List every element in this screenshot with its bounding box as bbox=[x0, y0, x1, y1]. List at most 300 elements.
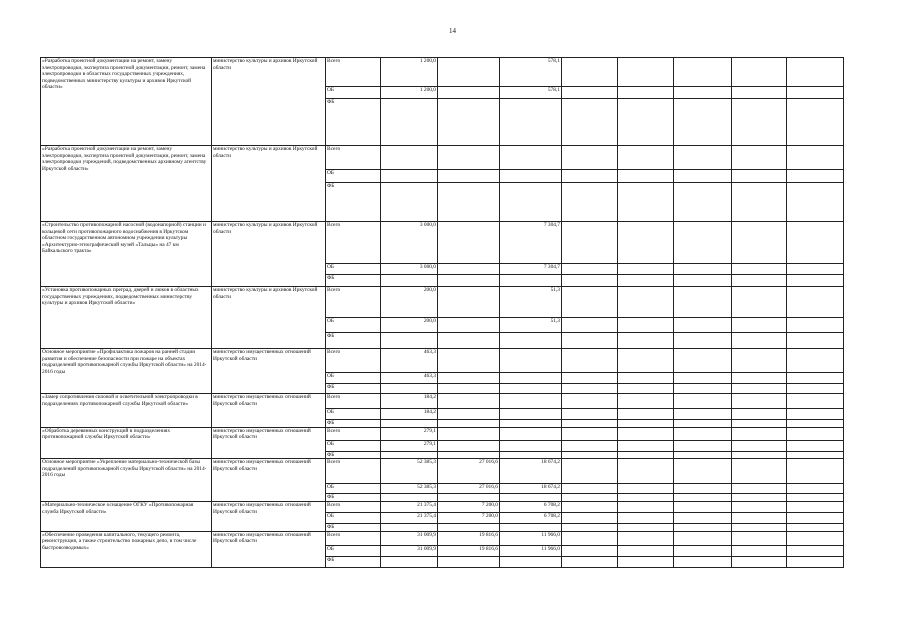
empty-cell bbox=[787, 513, 844, 524]
table-row bbox=[41, 349, 844, 373]
empty-cell bbox=[674, 384, 732, 394]
empty-cell bbox=[787, 264, 844, 275]
empty-cell bbox=[787, 384, 844, 394]
empty-cell bbox=[674, 183, 732, 222]
empty-cell bbox=[674, 513, 732, 524]
empty-cell bbox=[618, 58, 674, 87]
empty-cell bbox=[787, 87, 844, 99]
amount-cell-3 bbox=[500, 420, 562, 428]
empty-cell bbox=[732, 87, 787, 99]
amount-cell-3 bbox=[500, 384, 562, 394]
empty-cell bbox=[787, 394, 844, 409]
empty-cell bbox=[562, 349, 618, 373]
amount-cell-1 bbox=[381, 99, 438, 146]
empty-cell bbox=[787, 318, 844, 333]
empty-cell bbox=[618, 333, 674, 349]
amount-cell-2: 27 016,6 bbox=[438, 459, 500, 484]
funding-source: ФБ bbox=[326, 420, 381, 428]
empty-cell bbox=[562, 451, 618, 459]
amount-cell-2 bbox=[438, 384, 500, 394]
empty-cell bbox=[562, 459, 618, 484]
empty-cell bbox=[562, 183, 618, 222]
empty-cell bbox=[674, 484, 732, 494]
empty-cell bbox=[562, 420, 618, 428]
empty-cell bbox=[732, 349, 787, 373]
amount-cell-1: 31 009,9 bbox=[381, 545, 438, 556]
funding-source: ФБ bbox=[326, 384, 381, 394]
empty-cell bbox=[732, 287, 787, 318]
empty-cell bbox=[732, 222, 787, 264]
empty-cell bbox=[674, 420, 732, 428]
empty-cell bbox=[787, 524, 844, 532]
empty-cell bbox=[787, 170, 844, 183]
amount-cell-3 bbox=[500, 494, 562, 502]
amount-cell-2 bbox=[438, 373, 500, 384]
amount-cell-1 bbox=[381, 170, 438, 183]
empty-cell bbox=[787, 146, 844, 170]
empty-cell bbox=[787, 427, 844, 440]
table-row bbox=[41, 287, 844, 318]
table-row bbox=[41, 427, 844, 440]
funding-source: Всего bbox=[326, 427, 381, 440]
empty-cell bbox=[787, 545, 844, 556]
empty-cell bbox=[787, 484, 844, 494]
funding-source: Всего bbox=[326, 287, 381, 318]
empty-cell bbox=[732, 420, 787, 428]
empty-cell bbox=[618, 87, 674, 99]
empty-cell bbox=[732, 99, 787, 146]
amount-cell-3 bbox=[500, 409, 562, 420]
empty-cell bbox=[674, 264, 732, 275]
empty-cell bbox=[618, 556, 674, 567]
empty-cell bbox=[618, 394, 674, 409]
empty-cell bbox=[732, 494, 787, 502]
empty-cell bbox=[787, 349, 844, 373]
funding-source: ФБ bbox=[326, 494, 381, 502]
table-row bbox=[41, 459, 844, 484]
empty-cell bbox=[732, 275, 787, 287]
empty-cell bbox=[732, 545, 787, 556]
empty-cell bbox=[732, 440, 787, 451]
table-row bbox=[41, 394, 844, 409]
amount-cell-1: 200,0 bbox=[381, 318, 438, 333]
funding-source: ФБ bbox=[326, 556, 381, 567]
empty-cell bbox=[732, 318, 787, 333]
responsible-executor: министерство имущественных отношений Иркутской области bbox=[212, 502, 326, 532]
empty-cell bbox=[674, 349, 732, 373]
empty-cell bbox=[618, 349, 674, 373]
responsible-executor: министерство культуры и архивов Иркутской области bbox=[212, 146, 326, 222]
empty-cell bbox=[618, 420, 674, 428]
amount-cell-3 bbox=[500, 427, 562, 440]
amount-cell-1 bbox=[381, 275, 438, 287]
empty-cell bbox=[787, 502, 844, 513]
empty-cell bbox=[562, 87, 618, 99]
empty-cell bbox=[674, 409, 732, 420]
funding-source: Всего bbox=[326, 146, 381, 170]
measure-name: «Разработка проектной документации на ремонт, замену электропроводки, экспертиза проектной документации, ремонт, замена электропроводки учреждений, подведомственных архивному агентству Иркутской области» bbox=[41, 146, 212, 222]
empty-cell bbox=[562, 440, 618, 451]
funding-source: ФБ bbox=[326, 451, 381, 459]
empty-cell bbox=[787, 451, 844, 459]
empty-cell bbox=[674, 275, 732, 287]
funding-source: Всего bbox=[326, 459, 381, 484]
amount-cell-1 bbox=[381, 146, 438, 170]
amount-cell-2 bbox=[438, 556, 500, 567]
empty-cell bbox=[732, 264, 787, 275]
empty-cell bbox=[618, 459, 674, 484]
empty-cell bbox=[674, 440, 732, 451]
measure-name: «Установка противопожарных преград, дверей и люков в областных государственных учреждениях, подведомственных министерству культуры и архивов Иркутской области» bbox=[41, 287, 212, 349]
amount-cell-3: 11 966,0 bbox=[500, 531, 562, 545]
amount-cell-3 bbox=[500, 99, 562, 146]
funding-source: Всего bbox=[326, 394, 381, 409]
empty-cell bbox=[562, 333, 618, 349]
empty-cell bbox=[562, 58, 618, 87]
amount-cell-2 bbox=[438, 440, 500, 451]
amount-cell-3: 18 674,2 bbox=[500, 459, 562, 484]
amount-cell-2 bbox=[438, 170, 500, 183]
amount-cell-1: 52 385,3 bbox=[381, 484, 438, 494]
responsible-executor: министерство имущественных отношений Иркутской области bbox=[212, 531, 326, 567]
empty-cell bbox=[674, 556, 732, 567]
empty-cell bbox=[618, 531, 674, 545]
table-row bbox=[41, 58, 844, 87]
empty-cell bbox=[562, 287, 618, 318]
amount-cell-1: 21 375,4 bbox=[381, 513, 438, 524]
budget-table bbox=[40, 57, 844, 568]
amount-cell-2: 27 016,6 bbox=[438, 484, 500, 494]
amount-cell-2 bbox=[438, 275, 500, 287]
empty-cell bbox=[562, 146, 618, 170]
amount-cell-2 bbox=[438, 349, 500, 373]
empty-cell bbox=[674, 318, 732, 333]
funding-source: Всего bbox=[326, 58, 381, 87]
empty-cell bbox=[732, 459, 787, 484]
responsible-executor: министерство культуры и архивов Иркутской области bbox=[212, 58, 326, 146]
amount-cell-2 bbox=[438, 451, 500, 459]
amount-cell-1: 21 375,4 bbox=[381, 502, 438, 513]
amount-cell-3 bbox=[500, 275, 562, 287]
amount-cell-2 bbox=[438, 183, 500, 222]
funding-source: ОБ bbox=[326, 264, 381, 275]
empty-cell bbox=[732, 373, 787, 384]
empty-cell bbox=[674, 373, 732, 384]
empty-cell bbox=[674, 502, 732, 513]
amount-cell-2 bbox=[438, 494, 500, 502]
empty-cell bbox=[732, 531, 787, 545]
empty-cell bbox=[618, 99, 674, 146]
funding-source: ОБ bbox=[326, 545, 381, 556]
amount-cell-1: 184,2 bbox=[381, 409, 438, 420]
empty-cell bbox=[732, 502, 787, 513]
empty-cell bbox=[618, 502, 674, 513]
responsible-executor: министерство имущественных отношений Иркутской области bbox=[212, 349, 326, 394]
empty-cell bbox=[562, 394, 618, 409]
responsible-executor: министерство культуры и архивов Иркутской области bbox=[212, 222, 326, 287]
table-row bbox=[41, 222, 844, 264]
funding-source: ОБ bbox=[326, 409, 381, 420]
amount-cell-3: 6 708,2 bbox=[500, 502, 562, 513]
amount-cell-3 bbox=[500, 333, 562, 349]
amount-cell-1 bbox=[381, 183, 438, 222]
empty-cell bbox=[618, 318, 674, 333]
amount-cell-1: 3 000,0 bbox=[381, 222, 438, 264]
amount-cell-3: 7 304,7 bbox=[500, 222, 562, 264]
amount-cell-1 bbox=[381, 384, 438, 394]
amount-cell-3: 11 966,0 bbox=[500, 545, 562, 556]
empty-cell bbox=[674, 545, 732, 556]
amount-cell-3 bbox=[500, 451, 562, 459]
empty-cell bbox=[787, 440, 844, 451]
empty-cell bbox=[562, 502, 618, 513]
empty-cell bbox=[674, 427, 732, 440]
amount-cell-2 bbox=[438, 524, 500, 532]
empty-cell bbox=[732, 146, 787, 170]
empty-cell bbox=[562, 99, 618, 146]
amount-cell-3: 51,3 bbox=[500, 287, 562, 318]
empty-cell bbox=[618, 484, 674, 494]
funding-source: Всего bbox=[326, 349, 381, 373]
empty-cell bbox=[732, 333, 787, 349]
measure-name: «Замер сопротивления силовой и осветительной электропроводки в подразделениях противопожарной службы Иркутской области» bbox=[41, 394, 212, 428]
empty-cell bbox=[674, 58, 732, 87]
empty-cell bbox=[562, 264, 618, 275]
responsible-executor: министерство имущественных отношений Иркутской области bbox=[212, 394, 326, 428]
empty-cell bbox=[732, 183, 787, 222]
amount-cell-3 bbox=[500, 373, 562, 384]
funding-source: Всего bbox=[326, 531, 381, 545]
empty-cell bbox=[562, 494, 618, 502]
measure-name: «Обеспечение проведения капитального, текущего ремонта, реконструкция, а также строительство пожарных депо, в том числе быстровозводимых» bbox=[41, 531, 212, 567]
funding-source: ОБ bbox=[326, 513, 381, 524]
empty-cell bbox=[618, 524, 674, 532]
empty-cell bbox=[732, 384, 787, 394]
funding-source: ФБ bbox=[326, 183, 381, 222]
amount-cell-3 bbox=[500, 170, 562, 183]
amount-cell-3 bbox=[500, 349, 562, 373]
empty-cell bbox=[787, 99, 844, 146]
measure-name: «Материально-техническое оснащение ОГКУ «Противопожарная служба Иркутской области» bbox=[41, 502, 212, 532]
empty-cell bbox=[618, 170, 674, 183]
empty-cell bbox=[618, 494, 674, 502]
amount-cell-2 bbox=[438, 420, 500, 428]
empty-cell bbox=[618, 373, 674, 384]
funding-source: ОБ bbox=[326, 440, 381, 451]
amount-cell-3: 51,3 bbox=[500, 318, 562, 333]
empty-cell bbox=[787, 222, 844, 264]
responsible-executor: министерство имущественных отношений Иркутской области bbox=[212, 459, 326, 502]
amount-cell-2 bbox=[438, 87, 500, 99]
amount-cell-2 bbox=[438, 146, 500, 170]
amount-cell-1: 463,3 bbox=[381, 373, 438, 384]
empty-cell bbox=[618, 287, 674, 318]
responsible-executor: министерство имущественных отношений Иркутской области bbox=[212, 427, 326, 459]
measure-name: «Разработка проектной документации на ремонт, замену электропроводки, экспертиза проектной документации, ремонт, замена электропроводки в областных государственных учреждениях, подведомственных министерству культуры и архивов Иркутской области» bbox=[41, 58, 212, 146]
empty-cell bbox=[618, 183, 674, 222]
empty-cell bbox=[618, 409, 674, 420]
amount-cell-2 bbox=[438, 58, 500, 87]
amount-cell-1 bbox=[381, 556, 438, 567]
funding-source: ОБ bbox=[326, 170, 381, 183]
amount-cell-3: 18 674,2 bbox=[500, 484, 562, 494]
amount-cell-1: 3 000,0 bbox=[381, 264, 438, 275]
empty-cell bbox=[674, 494, 732, 502]
empty-cell bbox=[674, 287, 732, 318]
empty-cell bbox=[562, 373, 618, 384]
empty-cell bbox=[618, 451, 674, 459]
measure-name: «Обработка деревянных конструкций в подразделениях противопожарной службы Иркутской области» bbox=[41, 427, 212, 459]
table-body bbox=[41, 58, 844, 568]
amount-cell-2 bbox=[438, 287, 500, 318]
empty-cell bbox=[674, 451, 732, 459]
amount-cell-2 bbox=[438, 222, 500, 264]
empty-cell bbox=[562, 484, 618, 494]
amount-cell-2: 19 816,6 bbox=[438, 531, 500, 545]
empty-cell bbox=[674, 459, 732, 484]
responsible-executor: министерство культуры и архивов Иркутской области bbox=[212, 287, 326, 349]
funding-source: Всего bbox=[326, 502, 381, 513]
empty-cell bbox=[787, 556, 844, 567]
funding-source: ФБ bbox=[326, 99, 381, 146]
page-number: 14 bbox=[449, 27, 456, 35]
empty-cell bbox=[674, 146, 732, 170]
amount-cell-2 bbox=[438, 427, 500, 440]
empty-cell bbox=[562, 545, 618, 556]
funding-source: ФБ bbox=[326, 333, 381, 349]
empty-cell bbox=[787, 333, 844, 349]
empty-cell bbox=[562, 427, 618, 440]
empty-cell bbox=[618, 264, 674, 275]
empty-cell bbox=[732, 427, 787, 440]
amount-cell-1: 31 009,9 bbox=[381, 531, 438, 545]
empty-cell bbox=[674, 99, 732, 146]
empty-cell bbox=[787, 275, 844, 287]
empty-cell bbox=[674, 394, 732, 409]
amount-cell-1: 200,0 bbox=[381, 287, 438, 318]
empty-cell bbox=[674, 531, 732, 545]
empty-cell bbox=[732, 170, 787, 183]
empty-cell bbox=[674, 524, 732, 532]
funding-source: Всего bbox=[326, 222, 381, 264]
amount-cell-3: 7 304,7 bbox=[500, 264, 562, 275]
empty-cell bbox=[787, 287, 844, 318]
amount-cell-1: 1 200,0 bbox=[381, 58, 438, 87]
empty-cell bbox=[732, 524, 787, 532]
funding-source: ФБ bbox=[326, 275, 381, 287]
empty-cell bbox=[674, 87, 732, 99]
empty-cell bbox=[562, 275, 618, 287]
empty-cell bbox=[674, 170, 732, 183]
table-row bbox=[41, 502, 844, 513]
table-row bbox=[41, 146, 844, 170]
table-row bbox=[41, 531, 844, 545]
empty-cell bbox=[618, 275, 674, 287]
amount-cell-1 bbox=[381, 451, 438, 459]
funding-source: ФБ bbox=[326, 524, 381, 532]
amount-cell-2: 19 816,6 bbox=[438, 545, 500, 556]
amount-cell-3 bbox=[500, 556, 562, 567]
amount-cell-2 bbox=[438, 409, 500, 420]
empty-cell bbox=[618, 222, 674, 264]
amount-cell-3 bbox=[500, 146, 562, 170]
amount-cell-1: 279,1 bbox=[381, 440, 438, 451]
empty-cell bbox=[562, 531, 618, 545]
empty-cell bbox=[618, 513, 674, 524]
empty-cell bbox=[562, 318, 618, 333]
empty-cell bbox=[787, 494, 844, 502]
empty-cell bbox=[787, 531, 844, 545]
amount-cell-1: 279,1 bbox=[381, 427, 438, 440]
empty-cell bbox=[618, 146, 674, 170]
measure-name: Основное мероприятие «Укрепление материально-технической базы подразделений противопожарной службы Иркутской области» на 2014-2016 годы bbox=[41, 459, 212, 502]
amount-cell-3: 6 708,2 bbox=[500, 513, 562, 524]
amount-cell-3 bbox=[500, 394, 562, 409]
empty-cell bbox=[618, 440, 674, 451]
empty-cell bbox=[732, 58, 787, 87]
amount-cell-3 bbox=[500, 524, 562, 532]
amount-cell-2 bbox=[438, 333, 500, 349]
empty-cell bbox=[562, 556, 618, 567]
empty-cell bbox=[562, 524, 618, 532]
measure-name: Основное мероприятие «Профилактика пожаров на ранней стадии развития и обеспечение безопасности при пожаре на объектах подразделений противопожарной службы Иркутской области» на 2014-2016 годы bbox=[41, 349, 212, 394]
empty-cell bbox=[618, 384, 674, 394]
empty-cell bbox=[562, 170, 618, 183]
empty-cell bbox=[787, 58, 844, 87]
amount-cell-2: 7 200,0 bbox=[438, 502, 500, 513]
amount-cell-1: 184,2 bbox=[381, 394, 438, 409]
empty-cell bbox=[732, 513, 787, 524]
amount-cell-2 bbox=[438, 318, 500, 333]
empty-cell bbox=[562, 222, 618, 264]
empty-cell bbox=[618, 427, 674, 440]
empty-cell bbox=[732, 451, 787, 459]
amount-cell-1 bbox=[381, 494, 438, 502]
amount-cell-2 bbox=[438, 394, 500, 409]
amount-cell-2: 7 200,0 bbox=[438, 513, 500, 524]
amount-cell-1: 52 385,3 bbox=[381, 459, 438, 484]
funding-source: ОБ bbox=[326, 373, 381, 384]
amount-cell-1 bbox=[381, 333, 438, 349]
empty-cell bbox=[562, 409, 618, 420]
amount-cell-2 bbox=[438, 264, 500, 275]
amount-cell-1: 463,3 bbox=[381, 349, 438, 373]
amount-cell-3 bbox=[500, 183, 562, 222]
empty-cell bbox=[618, 545, 674, 556]
amount-cell-1 bbox=[381, 420, 438, 428]
amount-cell-1: 1 200,0 bbox=[381, 87, 438, 99]
empty-cell bbox=[562, 513, 618, 524]
funding-source: ОБ bbox=[326, 318, 381, 333]
empty-cell bbox=[787, 373, 844, 384]
empty-cell bbox=[732, 556, 787, 567]
empty-cell bbox=[787, 409, 844, 420]
empty-cell bbox=[732, 484, 787, 494]
empty-cell bbox=[787, 420, 844, 428]
empty-cell bbox=[674, 222, 732, 264]
amount-cell-2 bbox=[438, 99, 500, 146]
empty-cell bbox=[787, 459, 844, 484]
empty-cell bbox=[562, 384, 618, 394]
amount-cell-3 bbox=[500, 440, 562, 451]
measure-name: «Строительство противопожарной насосной (водонапорной) станции и кольцевой сети противопожарного водоснабжения в Иркутском областном государственном автономном учреждении культуры «Архитектурно-этнографический музей «Тальцы» на 47 км Байкальского тракта» bbox=[41, 222, 212, 287]
empty-cell bbox=[732, 394, 787, 409]
amount-cell-1 bbox=[381, 524, 438, 532]
amount-cell-3: 578,1 bbox=[500, 87, 562, 99]
empty-cell bbox=[787, 183, 844, 222]
empty-cell bbox=[732, 409, 787, 420]
funding-source: ОБ bbox=[326, 87, 381, 99]
